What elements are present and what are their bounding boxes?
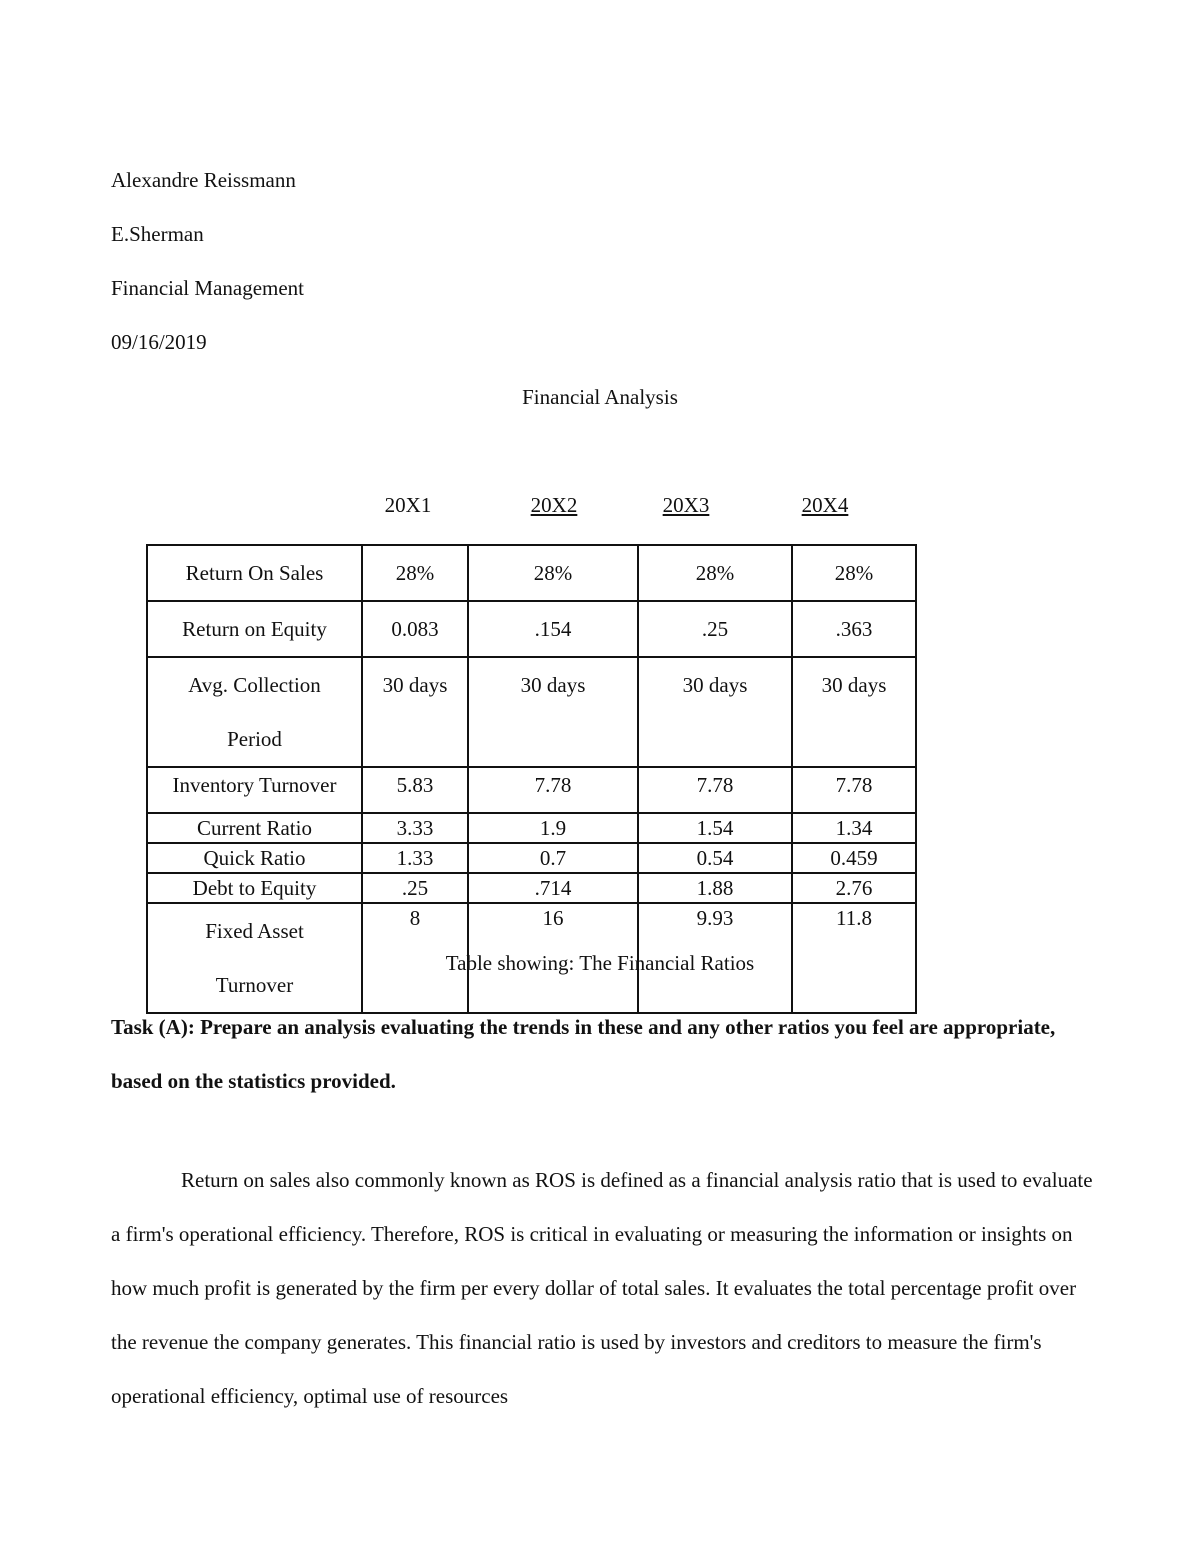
- table-cell: 9.93: [638, 903, 792, 1013]
- table-row: [147, 843, 916, 873]
- table-cell: 28%: [638, 545, 792, 601]
- table-row: [147, 601, 916, 657]
- course-name: Financial Management: [111, 276, 305, 300]
- table-cell: .25: [638, 601, 792, 657]
- table-row: [147, 767, 916, 813]
- table-cell: 3.33: [362, 813, 468, 843]
- table-cell: .714: [468, 873, 638, 903]
- table-cell: 7.78: [638, 767, 792, 813]
- table-cell: 0.54: [638, 843, 792, 873]
- row-label: Debt to Equity: [147, 873, 362, 903]
- table-cell: 0.083: [362, 601, 468, 657]
- row-label: Return On Sales: [147, 545, 362, 601]
- year-header-1: 20X1: [384, 493, 432, 517]
- table-cell: 11.8: [792, 903, 916, 1013]
- table-cell: 2.76: [792, 873, 916, 903]
- table-cell: 28%: [362, 545, 468, 601]
- table-cell: 0.459: [792, 843, 916, 873]
- year-header-4: 20X4: [801, 493, 849, 517]
- table-row: [147, 545, 916, 601]
- table-row: [147, 813, 916, 843]
- row-label: Avg. Collection Period: [147, 657, 362, 767]
- row-label: Fixed Asset Turnover: [147, 903, 362, 1013]
- row-label: Quick Ratio: [147, 843, 362, 873]
- table-cell: 16: [468, 903, 638, 1013]
- table-cell: 1.9: [468, 813, 638, 843]
- table-row: [147, 873, 916, 903]
- table-cell: 30 days: [468, 657, 638, 767]
- task-prompt: Task (A): Prepare an analysis evaluating the trends in these and any other ratios you feel are appropriate, based on the statistics provided.: [111, 1015, 1056, 1093]
- table-cell: .25: [362, 873, 468, 903]
- row-label: Current Ratio: [147, 813, 362, 843]
- table-cell: 5.83: [362, 767, 468, 813]
- table-cell: 30 days: [792, 657, 916, 767]
- year-header-3: 20X3: [662, 493, 710, 517]
- table-cell: 28%: [792, 545, 916, 601]
- year-header-2: 20X2: [530, 493, 578, 517]
- document-date: 09/16/2019: [111, 330, 207, 354]
- table-caption: Table showing: The Financial Ratios: [445, 951, 755, 975]
- row-label: Return on Equity: [147, 601, 362, 657]
- financial-ratios-table: [146, 544, 917, 1014]
- table-row: [147, 657, 916, 767]
- table-cell: 28%: [468, 545, 638, 601]
- table-cell: 7.78: [792, 767, 916, 813]
- table-cell: 0.7: [468, 843, 638, 873]
- table-cell: 30 days: [638, 657, 792, 767]
- table-cell: 1.33: [362, 843, 468, 873]
- body-paragraph: Return on sales also commonly known as ROS is defined as a financial analysis ratio that is used to evaluate a firm's operational efficiency. Therefore, ROS is critical in evaluating or measuring the information or insights on how much profit is generated by the firm per every dollar of total sales. It evaluates the total percentage profit over the revenue the company generates. This financial ratio is used by investors and creditors to measure the firm's operational efficiency, optimal use of resources: [111, 1168, 1093, 1408]
- table-cell: 1.88: [638, 873, 792, 903]
- table-cell: 1.54: [638, 813, 792, 843]
- table-cell: .154: [468, 601, 638, 657]
- row-label: Inventory Turnover: [147, 767, 362, 813]
- document-title: Financial Analysis: [522, 385, 678, 409]
- table-cell: 30 days: [362, 657, 468, 767]
- table-cell: 7.78: [468, 767, 638, 813]
- author-name: Alexandre Reissmann: [111, 168, 296, 192]
- instructor-name: E.Sherman: [111, 222, 204, 246]
- table-cell: 1.34: [792, 813, 916, 843]
- table-cell: .363: [792, 601, 916, 657]
- table-cell: 8: [362, 903, 468, 1013]
